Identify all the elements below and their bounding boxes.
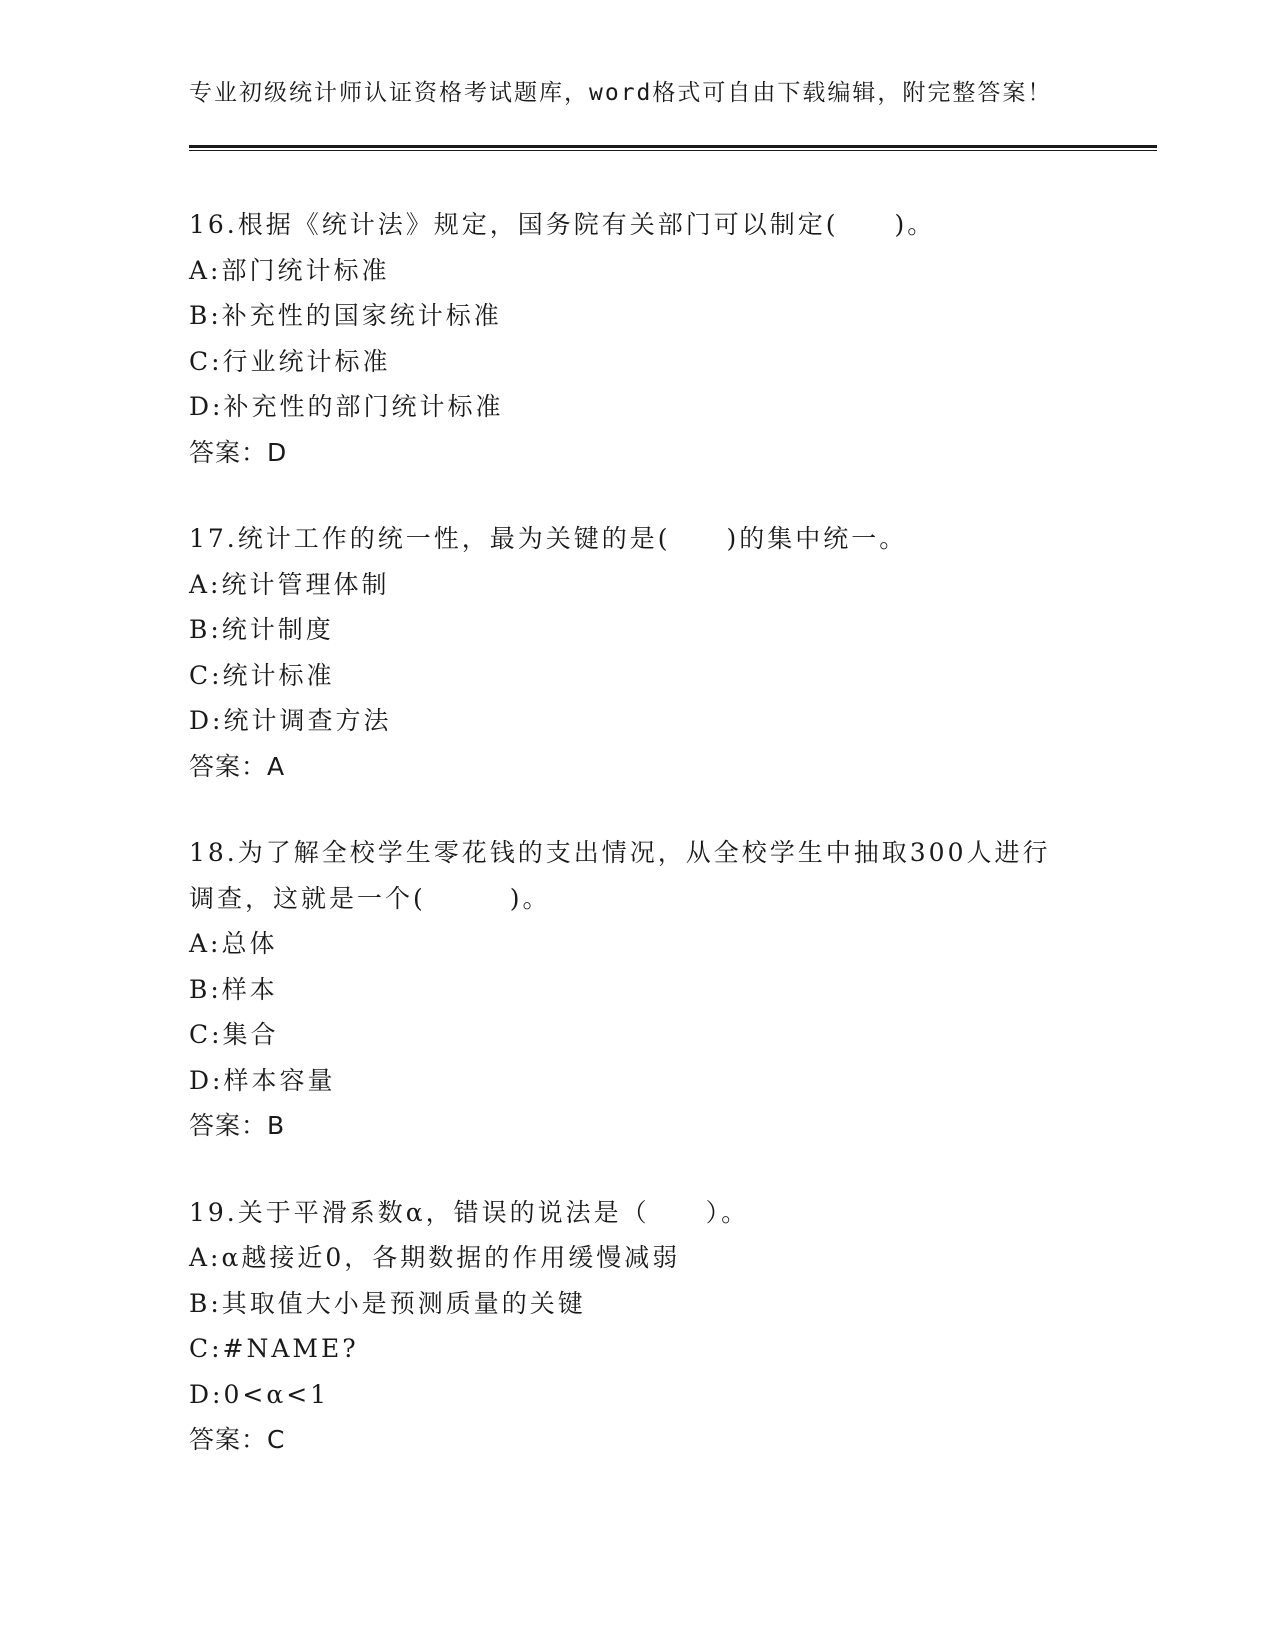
option-d: D:0<α<1	[189, 1379, 330, 1409]
question-stem: 17.统计工作的统一性，最为关键的是( )的集中统一。	[189, 524, 908, 553]
option-d: D:样本容量	[189, 1065, 336, 1095]
option-a: A:统计管理体制	[189, 569, 390, 599]
option-b: B:样本	[189, 974, 278, 1004]
option-c: C:行业统计标准	[189, 346, 391, 376]
question-stem: 19.关于平滑系数α，错误的说法是（ ）。	[189, 1197, 750, 1227]
option-d: D:补充性的部门统计标准	[189, 392, 504, 421]
answer-line: 答案：B	[189, 1111, 286, 1140]
option-a: A:α越接近0，各期数据的作用缓慢减弱	[189, 1243, 681, 1272]
option-c: C:统计标准	[189, 660, 335, 690]
header-divider	[189, 145, 1157, 151]
question-stem-line-1: 18.为了解全校学生零花钱的支出情况，从全校学生中抽取300人进行	[189, 838, 1051, 867]
answer-line: 答案：C	[189, 1425, 286, 1454]
option-b: B:其取值大小是预测质量的关键	[189, 1288, 586, 1318]
option-a: A:部门统计标准	[189, 255, 390, 285]
question-17	[189, 516, 1089, 789]
question-stem-line-2: 调查，这就是一个( )。	[189, 883, 551, 913]
option-a: A:总体	[189, 929, 278, 958]
question-19	[189, 1190, 1089, 1463]
option-b: B:统计制度	[189, 615, 334, 644]
question-list	[189, 202, 1089, 1504]
option-b: B:补充性的国家统计标准	[189, 301, 502, 330]
question-16	[189, 202, 1089, 475]
option-d: D:统计调查方法	[189, 706, 392, 735]
option-c: C:#NAME?	[189, 1334, 359, 1363]
question-18	[189, 830, 1089, 1149]
answer-line: 答案：D	[189, 437, 288, 467]
question-stem: 16.根据《统计法》规定，国务院有关部门可以制定( )。	[189, 210, 936, 239]
page-header-text: 专业初级统计师认证资格考试题库，word格式可自由下载编辑，附完整答案！	[189, 80, 1053, 106]
option-c: C:集合	[189, 1020, 279, 1049]
answer-line: 答案：A	[189, 751, 286, 781]
